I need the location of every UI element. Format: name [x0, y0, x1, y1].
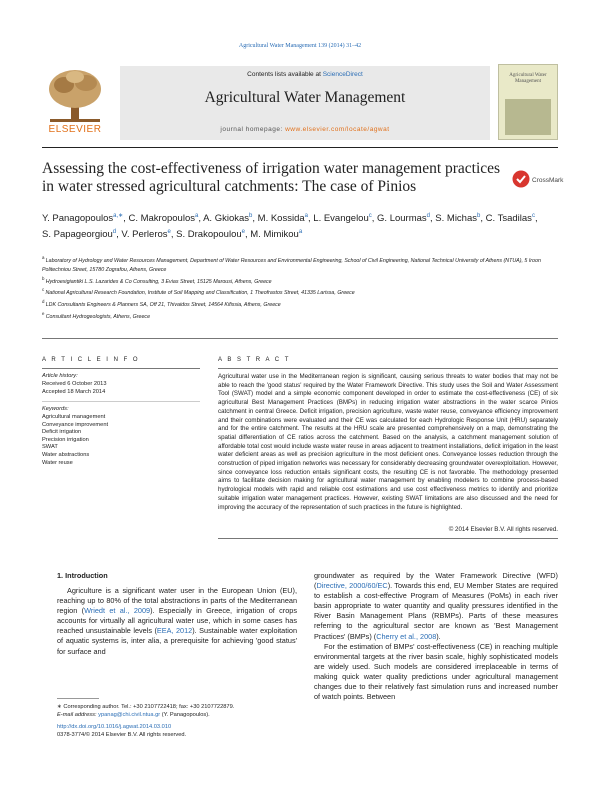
author-name[interactable]: G. Lourmas	[377, 213, 427, 225]
keyword: Precision irrigation	[42, 436, 89, 443]
intro-column-2	[314, 571, 558, 702]
keyword: Deficit irrigation	[42, 429, 82, 436]
article-info-rule	[42, 368, 200, 369]
author-name[interactable]: M. Mimikou	[250, 228, 299, 240]
section-title: 1. Introduction	[57, 571, 108, 580]
author-affiliation-marker[interactable]: b	[249, 213, 253, 219]
doi-link[interactable]: http://dx.doi.org/10.1016/j.agwat.2014.03.010	[57, 724, 172, 730]
affiliations-divider	[42, 338, 558, 339]
author-list: Y. Panagopoulos$^{a,∗}$, C. Makropoulos$^a$, A. Gkiokas$^b$, M. Kossida$^a$, L. Evangelou$^c$, G. Lourmas$^d$, S. Michas$^b$, C. Tsadilas$^c$, S. Papageorgiou$^d$, V. Perleros$^e$, S. Drakopoulou$^e$, M. Mimikou$^a$	[42, 213, 538, 240]
abstract-bottom-rule	[218, 538, 558, 539]
copyright: © 2014 Elsevier B.V. All rights reserved.	[448, 526, 558, 533]
abstract-rule	[218, 368, 558, 369]
keyword-list	[42, 414, 200, 467]
keywords-label: Keywords:	[42, 406, 69, 412]
issn-line: 0378-3774/© 2014 Elsevier B.V. All rights reserved.	[57, 732, 187, 738]
keyword: SWAT	[42, 444, 58, 451]
author-name[interactable]: M. Kossida	[257, 213, 305, 225]
paragraph: For the estimation of BMPs' cost-effectiveness (CE) in reaching multiple environmental targets at the river basin scale, highly sophisticated models are widely used. Such models are considered irreplaceable in terms of making quick water quality predictions under agricultural management changes due to their relatively fast simulation runs and increased number of watch points. Between	[314, 641, 558, 702]
email-link[interactable]: ypanag@chi.civil.ntua.gr	[98, 712, 161, 718]
sciencedirect-link[interactable]: ScienceDirect	[322, 71, 363, 78]
article-title: Assessing the cost-effectiveness of irrigation water management practices in water stressed agricultural catchments: The case of Pinios	[42, 160, 501, 195]
author-affiliation-marker[interactable]: c	[368, 213, 372, 219]
crossmark-icon	[512, 170, 530, 188]
keyword: Water reuse	[42, 459, 73, 466]
homepage-prefix: journal homepage:	[220, 126, 283, 133]
author-name[interactable]: C. Tsadilas	[485, 213, 532, 225]
cover-title: Agricultural Water Management	[509, 73, 547, 84]
homepage-link[interactable]: www.elsevier.com/locate/agwat	[285, 126, 390, 133]
author-affiliation-marker[interactable]: a	[194, 213, 199, 219]
author-name[interactable]: S. Papageorgiou	[42, 228, 113, 240]
author-name[interactable]: S. Drakopoulou	[176, 228, 242, 240]
crossmark-badge[interactable]	[512, 170, 562, 192]
cover-image	[505, 99, 551, 135]
author-name[interactable]: L. Evangelou	[313, 213, 369, 225]
accepted-date: Accepted 18 March 2014	[42, 389, 106, 395]
contents-line	[120, 71, 490, 78]
author-affiliation-marker[interactable]: a	[304, 213, 308, 219]
keyword: Water abstractions	[42, 451, 90, 458]
header-divider	[42, 147, 558, 148]
received-date: Received 6 October 2013	[42, 381, 107, 387]
journal-reference[interactable]: Agricultural Water Management 139 (2014) 31–42	[238, 43, 362, 49]
affiliation-item: $^d$ LDK Consultants Engineers & Planners SA, Off 21, Thivaidos Street, 14564 Kifissia, Athens, Greece	[42, 298, 281, 308]
author-affiliation-marker[interactable]: a,∗	[113, 213, 124, 219]
affiliation-item: $^a$ Laboratory of Hydrology and Water Resources Management, Department of Water Resources and Environmental Engineering, School of Civil Engineering, National Technical University of Athens (NTUA), 5 Iroon Politechniou Street, 15780 Zografou, Athens, Greece	[42, 255, 541, 273]
author-affiliation-marker[interactable]: c	[531, 213, 535, 219]
author-affiliation-marker[interactable]: b	[477, 213, 481, 219]
abstract-heading: A B S T R A C T	[218, 357, 291, 363]
author-name[interactable]: Y. Panagopoulos	[42, 213, 114, 225]
journal-cover-thumbnail	[498, 64, 558, 140]
author-affiliation-marker[interactable]: a	[298, 228, 303, 235]
citation-eea[interactable]: EEA, 2012	[156, 626, 193, 636]
article-info-heading: A R T I C L E I N F O	[42, 357, 140, 363]
keyword: Conveyance improvement	[42, 421, 109, 428]
author-affiliation-marker[interactable]: e	[241, 228, 245, 235]
author-affiliation-marker[interactable]: d	[112, 228, 117, 235]
affiliation-item: $^e$ Consultant Hydrogeologists, Athens, Greece	[42, 310, 151, 320]
author-name[interactable]: C. Makropoulos	[128, 213, 195, 225]
keyword: Agricultural management	[42, 414, 106, 420]
citation-cherry[interactable]: Cherry et al., 2008	[376, 631, 437, 641]
corresponding-line: ∗ Corresponding author. Tel.: +30 2107722418; fax: +30 2107722879.	[57, 704, 235, 710]
author-name[interactable]: S. Michas	[435, 213, 478, 225]
author-affiliation-marker[interactable]: e	[167, 228, 171, 235]
citation-wriedt[interactable]: Wriedt et al., 2009	[84, 606, 151, 616]
affiliation-list	[42, 254, 558, 321]
email-line: E-mail address: ypanag@chi.civil.ntua.gr (Y. Panagopoulos).	[57, 712, 210, 718]
paragraph: groundwater as required by the Water Framework Directive (WFD) (Directive, 2000/60/EC). Towards this end, EU Member States are required to establish a cost-effective Program of Measures (PoMs) in each river basin appropriate to water quantity and quality pressures identified in the River Basin Management Plans (RBMPs). Parts of these measures referring to the agricultural sector are known as 'Best Management Practices' (BMPs) (Cherry et al., 2008).	[314, 571, 558, 641]
journal-homepage	[120, 126, 490, 133]
footnote-rule	[57, 698, 99, 699]
corresponding-author-note	[57, 703, 297, 719]
abstract-text: Agricultural water use in the Mediterranean region is significant, causing serious threats to water bodies that may not be able to reach the 'good status' required by the Water Framework Directive. This study uses the Soil and Water Assessment Tool (SWAT) model and a simple economic component developed in order to estimate the cost-effectiveness (CE) of six agricultural Best Management Practices (BMPs) in reducing irrigation water abstractions in the water scarce Pinios catchment in central Greece. Deficit irrigation, precision agriculture, waste water reuse, conveyance efficiency improvement and their combinations were evaluated and their CE was calculated for each Hydrologic Response Unit (HRU) separately and for the entire catchment. The results at the HRU scale are presented comprehensively on a map, demonstrating the spatial differentiation of CE ratios across the catchment. Based on the analysis, a catchment management solution of affordable total cost would include waste water reuse in areas adjacent to treatment installations, deficit irrigation in the least water deficient areas as well as precision agriculture in the most deficient ones. Conveyance losses reduction through the construction of piped irrigation networks was necessary for considerably decreasing groundwater overexploitation. However, since conveyance loss reduction entails significant costs, the resulting CE is not favorable. The methodology presented aims to facilitate decision making for agricultural water management by enabling modelers to combine process-based hydrological models with rapid and reliable cost estimations and use cost effectiveness metrics to identify and prioritize suitable irrigation water management practices. However, existing SWAT limitations are also discussed and the need for improving the accuracy of the representation of such practices in the future is highlighted.	[218, 373, 558, 511]
author-name[interactable]: V. Perleros	[121, 228, 168, 240]
crossmark-label: CrossMark	[532, 177, 564, 184]
citation-directive[interactable]: Directive, 2000/60/EC	[316, 581, 388, 591]
affiliation-item: $^c$ National Agricultural Research Foundation, Institute of Soil Mapping and Classification, 1 Theofrastos Street, 41335 Larissa, Greece	[42, 287, 355, 297]
journal-title: Agricultural Water Management	[204, 89, 406, 106]
history-divider	[42, 401, 200, 402]
doi-block	[57, 723, 297, 739]
contents-prefix: Contents lists available at	[247, 71, 321, 78]
publisher-name: ELSEVIER	[48, 124, 102, 135]
author-name[interactable]: A. Gkiokas	[203, 213, 250, 225]
history-label: Article history:	[42, 373, 78, 379]
affiliation-item: $^b$ Hydroexigiantiki L.S. Lazarides & Co Consulting, 3 Evias Street, 15125 Marousi, Athens, Greece	[42, 275, 272, 285]
author-affiliation-marker[interactable]: d	[426, 213, 431, 219]
intro-column-1: Agriculture is a significant water user in the European Union (EU), reaching up to 80% of the total abstractions in parts of the Mediterranean region (Wriedt et al., 2009). Especially in Greece, irrigation of crops accounts for virtually all agricultural water use, which in some cases has reached unsustainable levels (EEA, 2012). Sustainable water exploitation of aquatic systems is, inter alia, a prerequisite for achieving 'good status' for surface and	[57, 586, 298, 656]
